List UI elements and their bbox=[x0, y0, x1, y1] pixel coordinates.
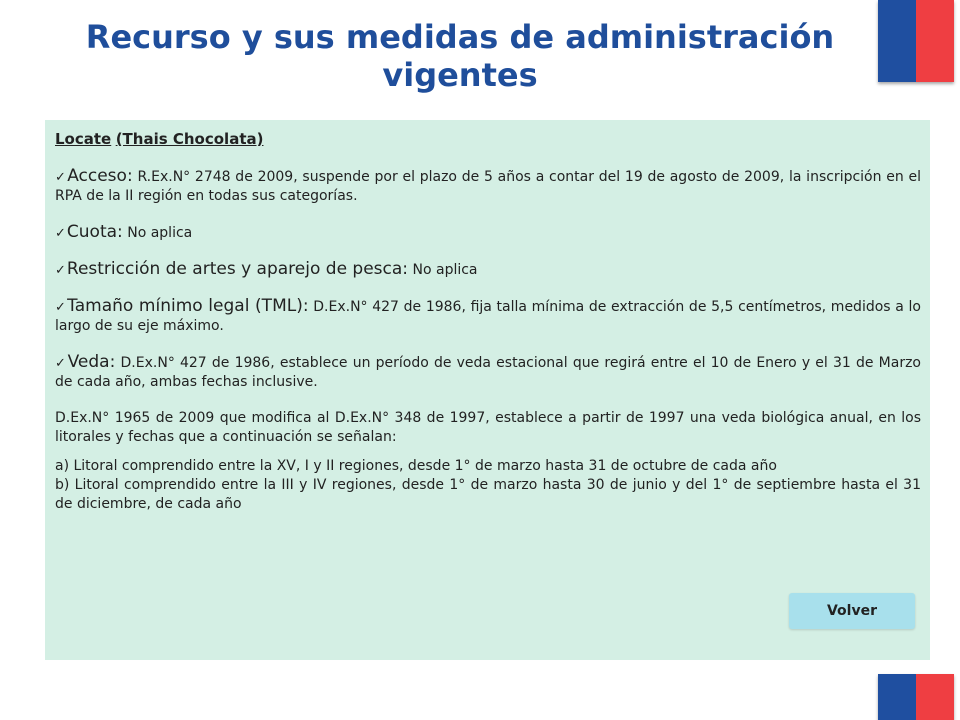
checkmark-icon: ✓ bbox=[55, 300, 67, 315]
litoral-item-a: a) Litoral comprendido entre la XV, I y II regiones, desde 1° de marzo hasta 31 de octubre de cada año bbox=[55, 458, 777, 474]
checkmark-icon: ✓ bbox=[55, 356, 67, 371]
checkmark-icon: ✓ bbox=[55, 263, 66, 278]
species-name: Locate bbox=[55, 130, 112, 148]
restriccion-text: No aplica bbox=[412, 262, 478, 278]
checkmark-icon: ✓ bbox=[55, 170, 67, 185]
page-title: Recurso y sus medidas de administración vigentes bbox=[85, 18, 835, 94]
acceso-item bbox=[55, 167, 921, 206]
restriccion-label: Restricción de artes y aparejo de pesca: bbox=[66, 259, 409, 279]
acceso-label: Acceso: bbox=[67, 166, 133, 186]
flag-blue-stripe bbox=[878, 0, 916, 82]
cuota-text: No aplica bbox=[127, 225, 193, 241]
veda-label: Veda: bbox=[67, 352, 116, 372]
info-panel bbox=[45, 120, 930, 660]
panel-content bbox=[55, 130, 921, 514]
veda-text: D.Ex.N° 427 de 1986, establece un período de veda estacional que regirá entre el 10 de Enero y el 31 de Marzo de cada año, ambas fechas inclusive. bbox=[55, 355, 921, 390]
flag-red-stripe bbox=[916, 674, 954, 720]
litoral-item-b: b) Litoral comprendido entre la III y IV regiones, desde 1° de marzo hasta 30 de junio y del 1° de septiembre hasta el 31 de diciembre, de cada año bbox=[55, 477, 921, 512]
acceso-text: R.Ex.N° 2748 de 2009, suspende por el plazo de 5 años a contar del 19 de agosto de 2009, la inscripción en el RPA de la II región en todas sus categorías. bbox=[55, 169, 921, 204]
flag-logo-bottom bbox=[878, 674, 954, 720]
decree-paragraph: D.Ex.N° 1965 de 2009 que modifica al D.Ex.N° 348 de 1997, establece a partir de 1997 una veda biológica anual, en los litorales y fechas que a continuación se señalan: bbox=[55, 410, 921, 445]
cuota-label: Cuota: bbox=[66, 222, 123, 242]
species-heading bbox=[55, 130, 921, 150]
tml-text: D.Ex.N° 427 de 1986, fija talla mínima de extracción de 5,5 centímetros, medidos a lo largo de su eje máximo. bbox=[55, 299, 921, 334]
checkmark-icon: ✓ bbox=[55, 226, 66, 241]
species-scientific-name: (Thais Chocolata) bbox=[115, 130, 264, 148]
tml-item bbox=[55, 297, 921, 336]
flag-red-stripe bbox=[916, 0, 954, 82]
flag-blue-stripe bbox=[878, 674, 916, 720]
tml-label: Tamaño mínimo legal (TML): bbox=[67, 296, 309, 316]
restriccion-item bbox=[55, 260, 921, 280]
flag-logo-top bbox=[878, 0, 954, 82]
cuota-item bbox=[55, 223, 921, 243]
veda-item bbox=[55, 353, 921, 392]
volver-button[interactable]: Volver bbox=[789, 593, 915, 629]
